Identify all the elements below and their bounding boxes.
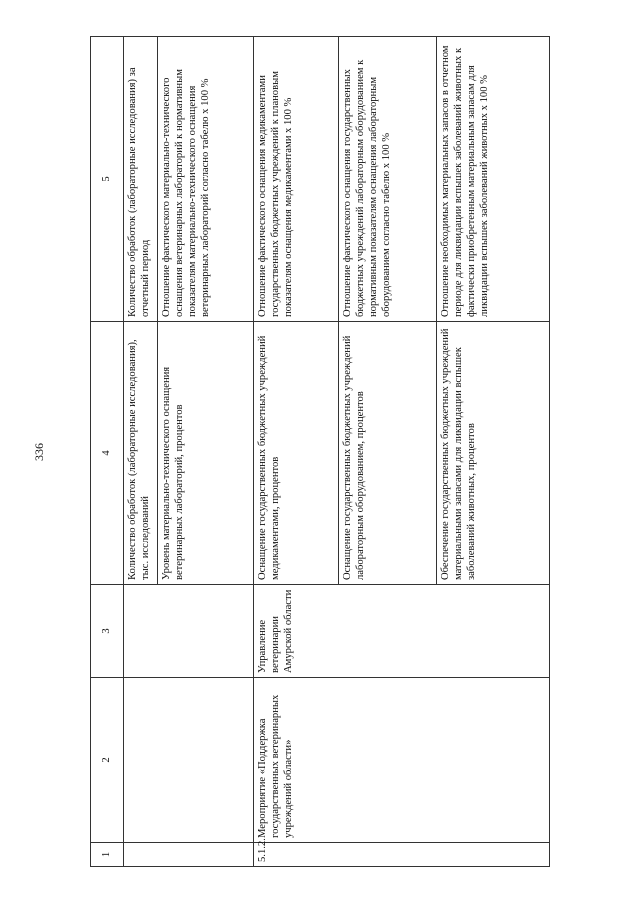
event-executor: Управление ветеринарии Амурской области (254, 585, 550, 678)
header-col-5: 5 (91, 37, 124, 322)
header-col-1: 1 (91, 843, 124, 867)
page-number: 336 (32, 443, 46, 461)
table-row (124, 37, 158, 867)
indicator-cell: Оснащение государственных бюджетных учреждений лабораторным оборудованием, процентов (339, 322, 437, 585)
method-cell: Отношение фактического материально-технического оснащения ветеринарных лабораторий к нормативным показателям материально-технического оснащения ветеринарных лабораторий согласно табелю х 100 % (158, 37, 254, 322)
event-name: Мероприятие «Поддержка государственных ветеринарных учреждений области» (254, 678, 550, 843)
method-cell: Отношение фактического оснащения медикаментами государственных бюджетных учреждений к плановым показателям оснащения медикаментами х 100 % (254, 37, 339, 322)
rotated-table-container (90, 37, 550, 867)
empty-cell (124, 843, 254, 867)
header-row (91, 37, 124, 867)
indicator-cell: Оснащение государственных бюджетных учреждений медикаментами, процентов (254, 322, 339, 585)
table-row (254, 37, 339, 867)
indicator-cell: Обеспечение государственных бюджетных учреждений материальными запасами для ликвидации вспышек заболеваний животных, процентов (437, 322, 550, 585)
method-cell: Отношение фактического оснащения государственных бюджетных учреждений лабораторным оборудованием к нормативным показателям оснащения лабораторным оборудованием согласно табелю х 100 % (339, 37, 437, 322)
empty-cell (124, 585, 254, 678)
header-col-2: 2 (91, 678, 124, 843)
method-cell: Количество обработок (лабораторные исследования) за отчетный период (124, 37, 158, 322)
indicators-table (90, 36, 550, 867)
header-col-4: 4 (91, 322, 124, 585)
header-col-3: 3 (91, 585, 124, 678)
event-number: 5.1.2. (254, 843, 550, 867)
empty-cell (124, 678, 254, 843)
method-cell: Отношение необходимых материальных запасов в отчетном периоде для ликвидации вспышек заболеваний животных к фактически приобретенным материальным запасам для ликвидации вспышек заболеваний животных х 100 % (437, 37, 550, 322)
indicator-cell: Количество обработок (лабораторные исследования), тыс. исследований (124, 322, 158, 585)
indicator-cell: Уровень материально-технического оснащения ветеринарных лабораторий, процентов (158, 322, 254, 585)
